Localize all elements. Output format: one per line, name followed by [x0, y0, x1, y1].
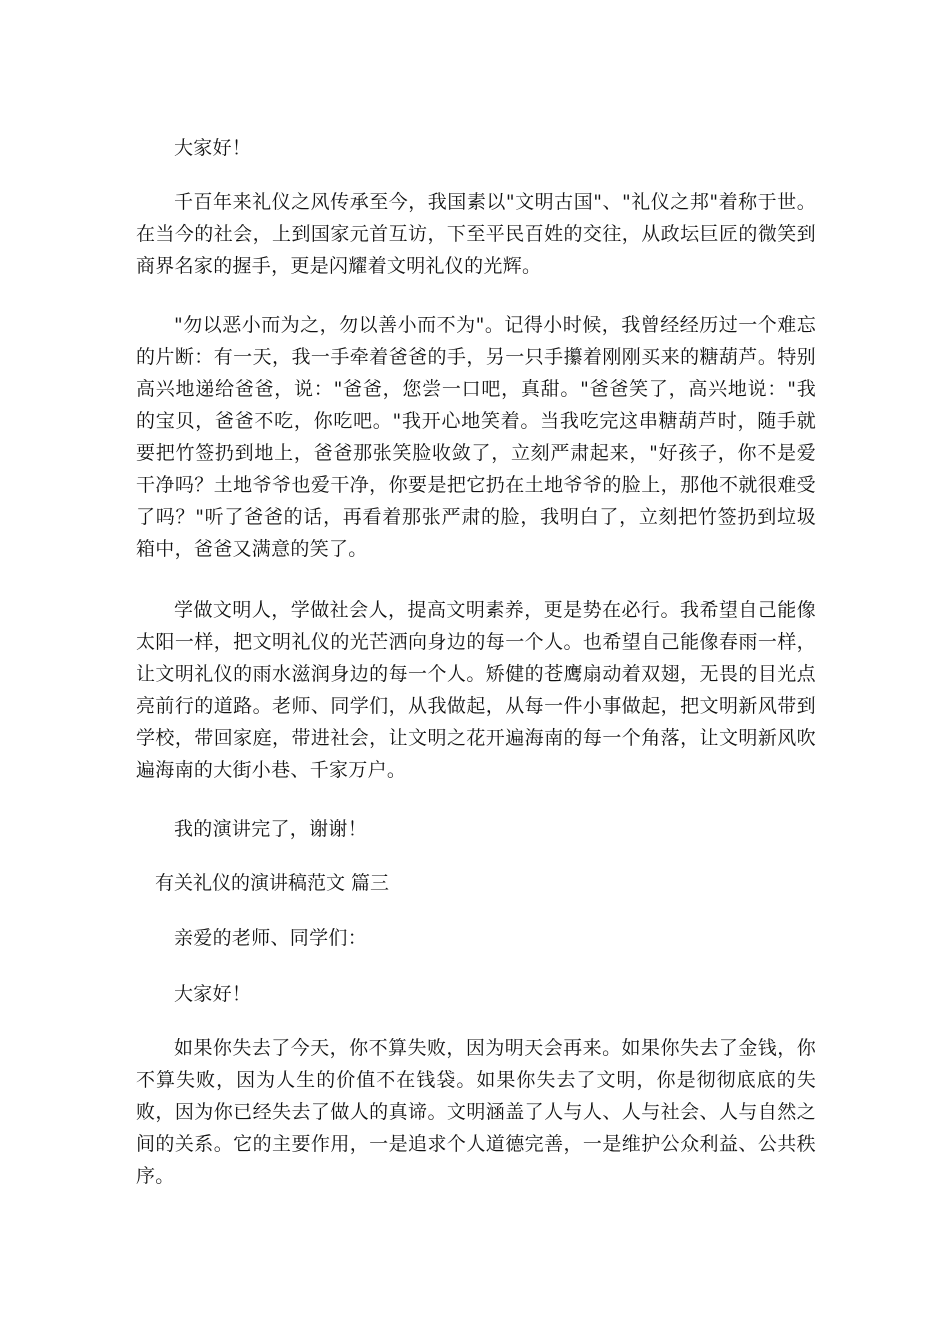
body-paragraph: "勿以恶小而为之，勿以善小而不为"。记得小时候，我曾经经历过一个难忘的片断：有一天，我一手牵着爸爸的手，另一只手攥着刚刚买来的糖葫芦。特别高兴地递给爸爸，说："爸爸，您尝一口吧，真甜。"爸爸笑了，高兴地说："我的宝贝，爸爸不吃，你吃吧。"我开心地笑着。当我吃完这串糖葫芦时，随手就要把竹签扔到地上，爸爸那张笑脸收敛了，立刻严肃起来，"好孩子，你不是爱干净吗？土地爷爷也爱干净，你要是把它扔在土地爷爷的脸上，那他不就很难受了吗？"听了爸爸的话，再看着那张严肃的脸，我明白了，立刻把竹签扔到垃圾箱中，爸爸又满意的笑了。 — [136, 314, 816, 560]
salutation-paragraph: 亲爱的老师、同学们： — [174, 927, 368, 949]
greeting-paragraph: 大家好！ — [174, 137, 252, 159]
body-paragraph: 学做文明人，学做社会人，提高文明素养，更是势在必行。我希望自己能像太阳一样，把文明礼仪的光芒洒向身边的每一个人。也希望自己能像春雨一样，让文明礼仪的雨水滋润身边的每一个人。矫健的苍鹰扇动着双翅，无畏的目光点亮前行的道路。老师、同学们，从我做起，从每一件小事做起，把文明新风带到学校，带回家庭，带进社会，让文明之花开遍海南的每一个角落，让文明新风吹遍海南的大街小巷、千家万户。 — [136, 599, 816, 781]
body-paragraph: 千百年来礼仪之风传承至今，我国素以"文明古国"、"礼仪之邦"着称于世。在当今的社会，上到国家元首互访，下至平民百姓的交往，从政坛巨匠的微笑到商界名家的握手，更是闪耀着文明礼仪的光辉。 — [136, 191, 816, 277]
greeting-paragraph: 大家好！ — [174, 983, 252, 1005]
closing-paragraph: 我的演讲完了，谢谢！ — [174, 818, 368, 840]
section-title: 有关礼仪的演讲稿范文 篇三 — [155, 872, 390, 894]
body-paragraph: 如果你失去了今天，你不算失败，因为明天会再来。如果你失去了金钱，你不算失败，因为人生的价值不在钱袋。如果你失去了文明，你是彻彻底底的失败，因为你已经失去了做人的真谛。文明涵盖了人与人、人与社会、人与自然之间的关系。它的主要作用，一是追求个人道德完善，一是维护公众利益、公共秩序。 — [136, 1037, 816, 1187]
